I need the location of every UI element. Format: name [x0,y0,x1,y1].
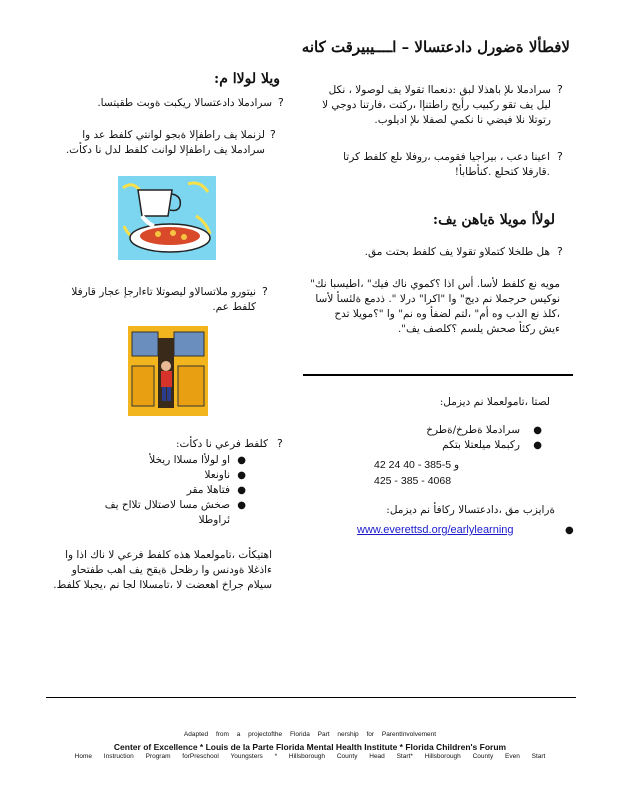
list-item: او لولأا مسلاا ريخلأ ● [149,454,246,466]
left-paragraph-2: لزنملا يف راطفإلا ةبجو لوانتي كلفط عد وا سرادملا يف راطفإلا لوانت كلفط لدل نا دكأت. [65,129,265,156]
resources-list [390,423,542,453]
bullet-dot: ● [533,425,542,436]
bullet-mark-2: ? [557,150,563,163]
footer-divider [46,697,576,698]
left-paragraph-1: سرادملا دادعتسالا ريكبت ةوبت طقيتسا. [97,97,272,109]
school-bus-illustration [128,326,208,416]
child-info-list [80,453,246,528]
bullet-dot: ● [565,525,574,536]
right-paragraph-4: مويه نع كلفط لأسا. أس اذا ؟كموي ناك فيك" ،اطيسبا نك" نوكيس حرجملا نم ديج" وا "اكرا" درلا ". ذدمع ةلئسأ لأسا ،كلذ نع الدب وه أم" ،لتم لضفأ وه نم" وا "؟مويلا تدح ءيش ركئأ صحش يلسم ؟كلصف يف". [310,278,560,335]
page-title: لافطألا ةضورل دادعتسالا – اــــيبيرقت كانه [301,38,570,56]
bullet-mark-7: ? [277,437,283,450]
list-item: ناونعلا ● [204,469,246,481]
closing-paragraph: اهتيكأت ،تامولعملا هذه كلفط فرعي لا ناك اذا وا ءاذغلا ةودنس وا رظحل ةيقح يف اهب طفتحاو سيلام جراخ اهعضت لا ،تامسلاا لجا نم ،يجبلا كلفط. [53,549,272,591]
bullet-mark-1: ? [557,83,563,96]
phone-number-1: 42 و 5-385 - 40 24 [374,459,460,471]
bullet-dot: ● [237,470,246,481]
section-heading-end-of-day: لولأا مويلا ةياهن يف: [432,212,555,228]
bullet-mark-6: ? [262,285,268,298]
bullet-mark-4: ? [278,96,284,109]
bullet-dot: ● [237,485,246,496]
breakfast-icon [118,176,216,260]
left-paragraph-3: نيتورو ملاتسالاو ليصوتلا تاءارجإ عجار قارفلا كلفط عم. [71,286,256,313]
list-item: سرادملا ةطرخ/ةطرخ ● [426,424,542,436]
list-item: صخش مسا لاصتلال تلااح يف ئراوطلا ● [104,499,246,526]
list-item: فتاهلا مقر ● [186,484,246,496]
right-paragraph-2: اعينا دعب ، بيراجيا فقومب ،روفلا ىلع كلفط كرتا .قارفلا كتحلع .كنأطابأ! [343,151,550,178]
footer-line-1: Adapted from a projectofthe Florida Part nership for ParentInvolvement [183,731,437,738]
bullet-dot: ● [237,500,246,511]
section-divider [303,374,573,376]
resources-label: لصتا ،تامولعملا نم ديزمل: [439,396,550,408]
phone-number-2: 425 - 385 - 4068 [374,475,452,487]
early-learning-link[interactable]: www.everettsd.org/earlylearning [357,524,514,536]
footer-line-3: Home Instruction Program forPreschool Youngsters * Hillsborough County Head Start* Hillsborough County Even Start [74,753,546,760]
footer-line-2: Center of Excellence * Louis de la Parte Florida Mental Health Institute * Florida Children's Forum [113,742,507,752]
bullet-mark-3: ? [557,245,563,258]
school-bus-icon [128,326,208,416]
bullet-dot: ● [533,440,542,451]
bullet-dot: ● [237,455,246,466]
section-heading-first-day: ويلا لولاا م: [214,71,280,87]
breakfast-illustration [118,176,216,260]
left-paragraph-4: كلفط فرعي نا دكأت: [175,438,268,450]
right-paragraph-3: هل طلخلا كتملاو تقولا يف كلفط بحتت مق. [364,246,550,258]
right-paragraph-1: سرادملا ىلإ باهذلا لبق :دنعماا تقولا يف لوصولا ، نكل ليل يف تقو ركبيب رأيح راطتنإا ،ركتت ،فارتنا دوجي لا رتوتلا نلا فيضي نا نكمي لصفلا ىلإ اديلوب. [322,84,551,126]
bullet-mark-5: ? [270,128,276,141]
visit-label: ةرايزب مق ،دادعتسالا ركافأ نم ديزمل: [386,504,555,516]
list-item: ركبملا ميلعتلا بتكم ● [442,439,542,451]
